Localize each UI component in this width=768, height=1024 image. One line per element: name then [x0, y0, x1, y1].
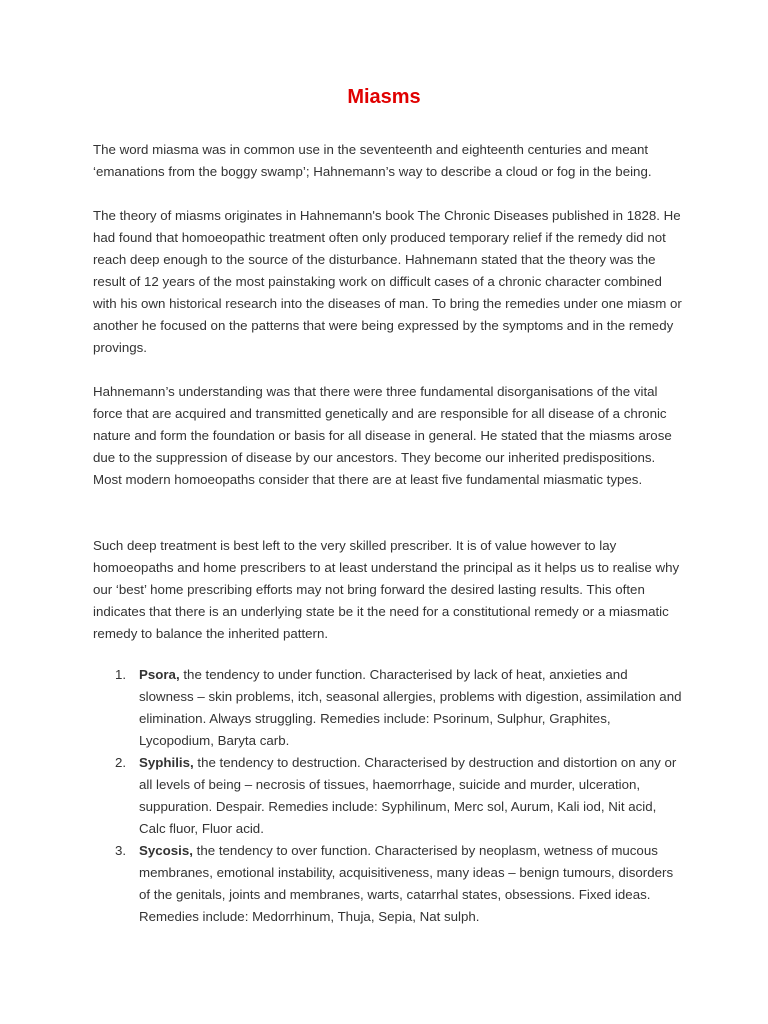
list-number: 3.: [115, 843, 127, 858]
understanding-paragraph: Hahnemann’s understanding was that there were three fundamental disorganisations of the vital force that are acquired and transmitted genetically and are responsible for all disease of a chronic nature and form the foundation or basis for all disease in general. He stated that the miasms arose due to the suppression of disease by our ancestors. They become our inherited predispositions. Most modern homoeopaths consider that there are at least five fundamental miasmatic types.: [93, 384, 672, 487]
treatment-paragraph: Such deep treatment is best left to the very skilled prescriber. It is of value however to lay homoeopaths and home prescribers to at least understand the principal as it helps us to realise why our ‘best’ home prescribing efforts may not bring forward the desired lasting results. This often indicates that there is an underlying state be it the need for a constitutional remedy or a miasmatic remedy to balance the inherited pattern.: [93, 538, 680, 641]
list-term: Syphilis,: [139, 755, 194, 770]
list-term: Sycosis,: [139, 843, 193, 858]
list-item-psora: [93, 664, 683, 752]
origin-paragraph: The theory of miasms originates in Hahnemann's book The Chronic Diseases published in 1828. He had found that homoeopathic treatment often only produced temporary relief if the remedy did not reach deep enough to the source of the disturbance. Hahnemann stated that the theory was the result of 12 years of the most painstaking work on difficult cases of a chronic character combined with his own historical research into the diseases of man. To bring the remedies under one miasm or another he focused on the patterns that were being expressed by the symptoms and in the remedy provings.: [93, 208, 682, 355]
list-description: the tendency to destruction. Characterised by destruction and distortion on any or all levels of being – necrosis of tissues, haemorrhage, suicide and murder, ulceration, suppuration. Despair. Remedies include: Syphilinum, Merc sol, Aurum, Kali iod, Nit acid, Calc fluor, Fluor acid.: [139, 755, 677, 836]
intro-paragraph: The word miasma was in common use in the seventeenth and eighteenth centuries and meant ‘emanations from the boggy swamp’; Hahnemann’s way to describe a cloud or fog in the being.: [93, 142, 652, 179]
list-number: 2.: [115, 755, 127, 770]
list-term: Psora,: [139, 667, 180, 682]
list-item-sycosis: [93, 840, 683, 928]
page-title: Miasms: [347, 86, 421, 108]
list-description: the tendency to under function. Characterised by lack of heat, anxieties and slowness – skin problems, itch, seasonal allergies, problems with digestion, assimilation and elimination. Always struggling. Remedies include: Psorinum, Sulphur, Graphites, Lycopodium, Baryta carb.: [139, 667, 682, 748]
list-description: the tendency to over function. Characterised by neoplasm, wetness of mucous membranes, emotional instability, acquisitiveness, many ideas – benign tumours, disorders of the genitals, joints and membranes, warts, catarrhal states, obsessions. Fixed ideas. Remedies include: Medorrhinum, Thuja, Sepia, Nat sulph.: [139, 843, 674, 924]
miasm-list: [93, 664, 683, 928]
list-item-syphilis: [93, 752, 683, 840]
list-number: 1.: [115, 667, 127, 682]
